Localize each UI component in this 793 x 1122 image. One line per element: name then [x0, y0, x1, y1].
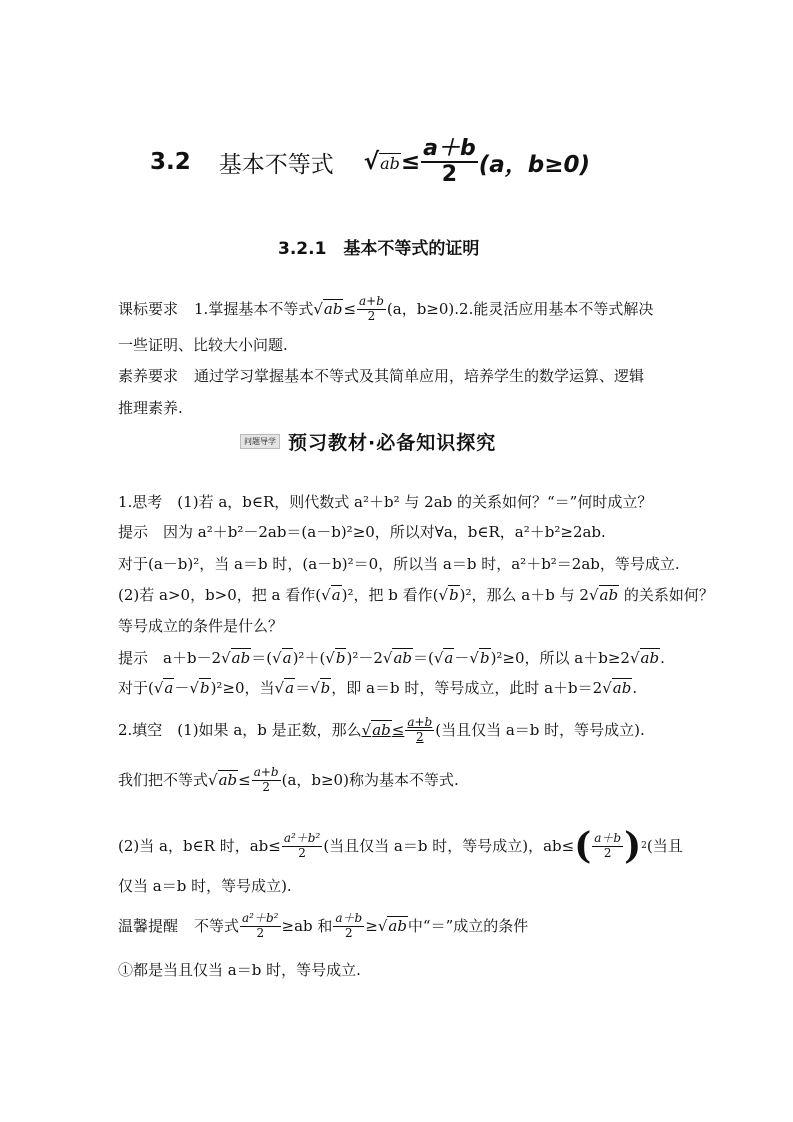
tip-line-2: ①都是当且仅当 a＝b 时，等号成立. [118, 961, 361, 979]
fill-line-4: 仅当 a＝b 时，等号成立). [118, 877, 292, 895]
section-badge: 问题导学 [240, 434, 280, 449]
literacy-label: 素养要求 [118, 367, 179, 385]
requirements-label: 课标要求 [118, 300, 179, 318]
fill-line-1: 2.填空 (1)如果 a，b 是正数，那么 √ab ≤ $\frac{a+b}{2}$ (当且仅当 a＝b 时，等号成立). [118, 715, 645, 744]
think-line-5: 等号成立的条件是什么？ [118, 617, 284, 635]
requirements-line-1: 课标要求 1.掌握基本不等式 √ab ≤ $\frac{a+b}{2}$ (a，b≥0).2.能灵活应用基本不等式解决 [118, 294, 654, 323]
fraction: $\frac{a+b}{2}$ [359, 294, 384, 323]
think-line-1: 1.思考 (1)若 a，b∈R，则代数式 a²＋b² 与 2ab 的关系如何？“＝”何时成立？ [118, 493, 653, 511]
page-title [150, 132, 590, 192]
tip-label: 温馨提醒 [118, 917, 179, 935]
requirements-line-2: 一些证明、比较大小问题. [118, 336, 288, 354]
section-header [240, 428, 496, 455]
title-fraction: $\frac{a+b}{2}$ [423, 135, 476, 187]
sqrt: √ab [313, 300, 343, 318]
think-line-6: 提示 a＋b－2√ab＝(√a)²＋(√b)²－2√ab＝(√a－√b)²≥0，所以 a＋b≥2√ab. [118, 649, 665, 667]
think-line-3: 对于(a－b)²，当 a＝b 时，(a－b)²＝0，所以当 a＝b 时，a²＋b²＝2ab，等号成立. [118, 555, 680, 573]
literacy-line-1: 素养要求 通过学习掌握基本不等式及其简单应用，培养学生的数学运算、逻辑 [118, 367, 645, 385]
title-leq: ≤ [400, 149, 421, 175]
title-text: 基本不等式 [218, 151, 334, 178]
title-sqrt: √ab [363, 149, 400, 175]
fill-line-2: 我们把不等式 √ab ≤ $\frac{a+b}{2}$ (a，b≥0)称为基本不等式. [118, 765, 459, 794]
section-subtitle: 3.2.1 基本不等式的证明 [278, 239, 480, 259]
title-condition: (a，b≥0) [478, 151, 591, 178]
title-number: 3.2 [150, 149, 191, 175]
tip-line-1: 温馨提醒 不等式 $\frac{\text{a²＋b²}}{2}$ ≥ab 和 $\frac{a+b}{2}$ ≥ √ab 中“＝”成立的条件 [118, 911, 529, 940]
think-line-2: 提示 因为 a²＋b²－2ab＝(a－b)²≥0，所以对∀a，b∈R，a²＋b²≥2ab. [118, 523, 606, 541]
think-line-7: 对于(√a－√b)²≥0，当√a＝√b，即 a＝b 时，等号成立，此时 a＋b＝2√ab. [118, 679, 638, 697]
think-line-4: (2)若 a>0，b>0，把 a 看作(√a)²，把 b 看作(√b)²，那么 a＋b 与 2√ab 的关系如何？ [118, 586, 714, 604]
fill-line-3: (2)当 a，b∈R 时，ab≤ $\frac{\text{a²＋b²}}{2}$ (当且仅当 a＝b 时，等号成立)，ab≤ ( $\frac{a+b}{2}$ ) 2 (当且 [118, 825, 683, 867]
literacy-line-2: 推理素养. [118, 399, 183, 417]
section-title: 预习教材·必备知识探究 [288, 432, 497, 454]
